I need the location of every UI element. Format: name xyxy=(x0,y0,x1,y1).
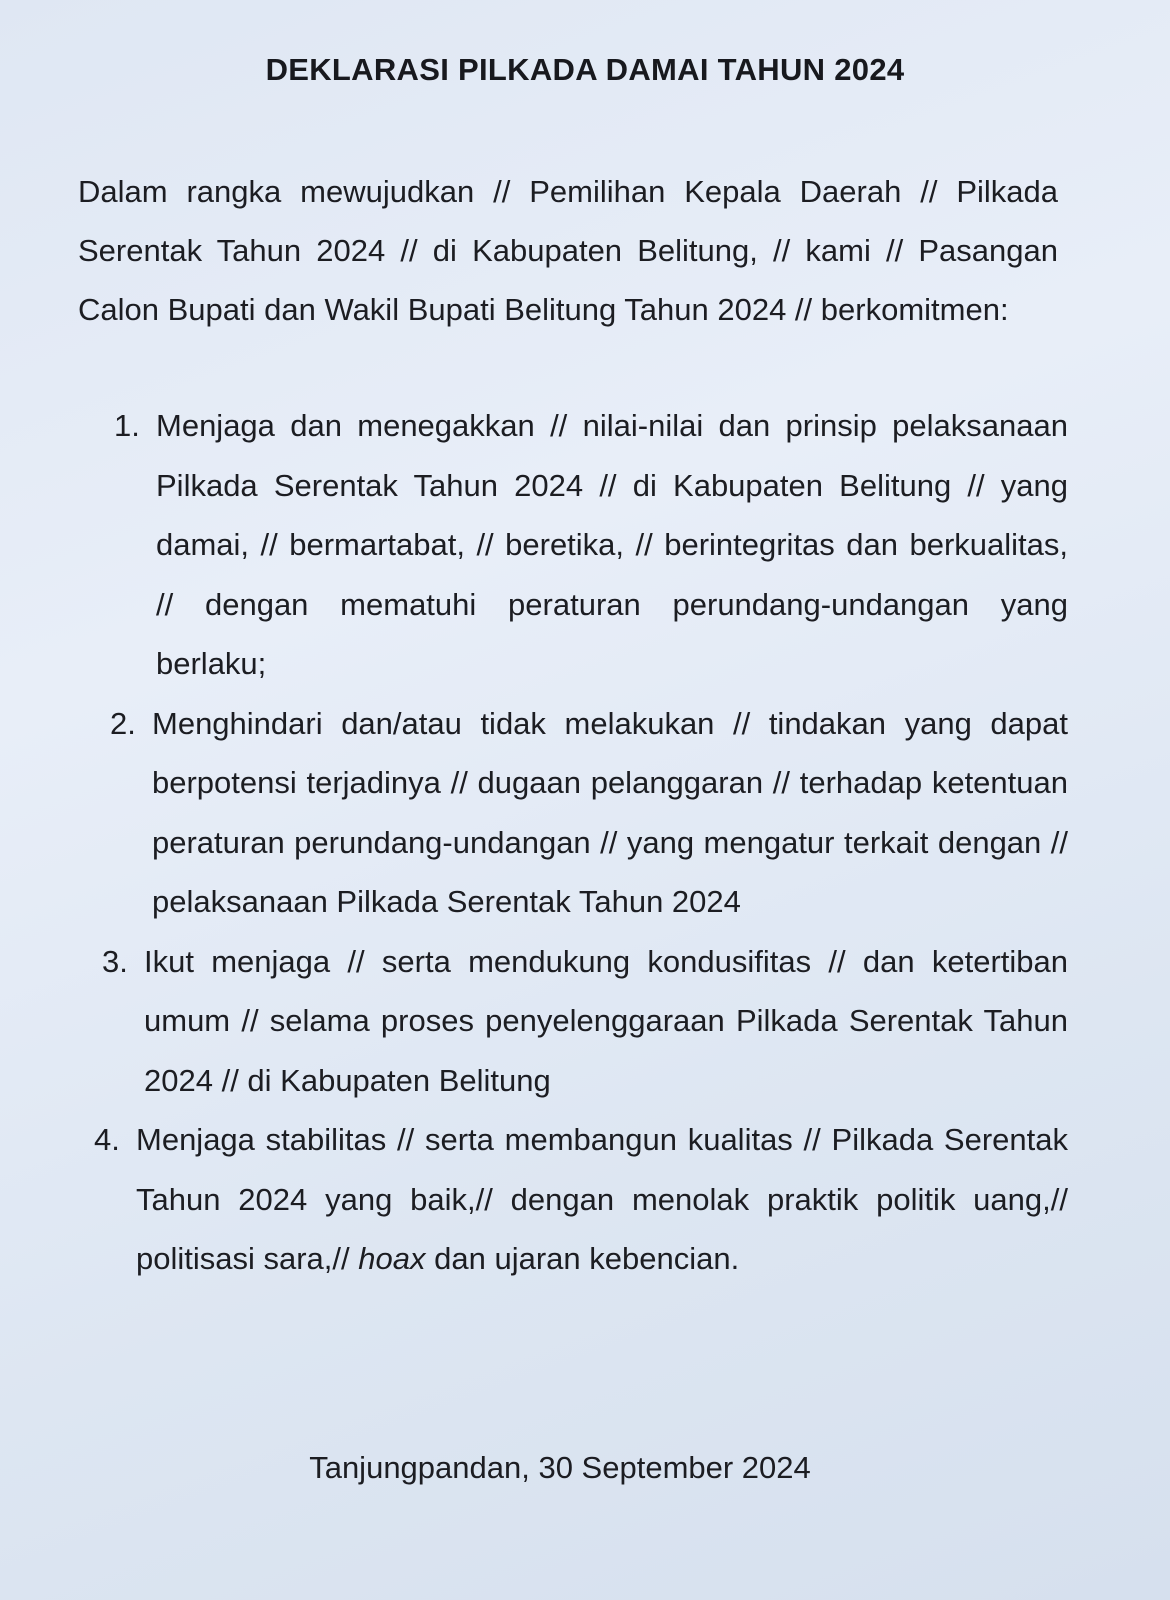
item-number: 4. xyxy=(94,1122,120,1157)
item-text xyxy=(136,1122,1068,1276)
item-text-after: dan ujaran kebencian. xyxy=(425,1241,740,1276)
list-item xyxy=(62,1110,1068,1289)
item-text-italic: hoax xyxy=(358,1241,426,1276)
commitment-list xyxy=(78,396,1068,1289)
item-text: Menjaga dan menegakkan // nilai-nilai dan prinsip pelaksanaan Pilkada Serentak Tahun 2024 // di Kabupaten Belitung // yang damai, // bermartabat, // beretika, // berintegritas dan berkualitas, // dengan mematuhi peraturan perundang-undangan yang berlaku; xyxy=(156,408,1068,681)
item-number: 3. xyxy=(102,943,128,979)
item-number: 1. xyxy=(114,408,140,443)
item-text: Ikut menjaga // serta mendukung kondusifitas // dan ketertiban umum // selama proses penyelenggaraan Pilkada Serentak Tahun 2024 // di Kabupaten Belitung xyxy=(144,943,1068,1098)
place-date: Tanjungpandan, 30 September 2024 xyxy=(309,1450,811,1485)
document-title: DEKLARASI PILKADA DAMAI TAHUN 2024 xyxy=(265,52,905,87)
item-number: 2. xyxy=(110,705,136,741)
intro-paragraph: Dalam rangka mewujudkan // Pemilihan Kepala Daerah // Pilkada Serentak Tahun 2024 // di Kabupaten Belitung, // kami // Pasangan Calon Bupati dan Wakil Bupati Belitung Tahun 2024 // berkomitmen: xyxy=(78,174,1058,327)
list-item xyxy=(82,396,1068,694)
item-text: Menghindari dan/atau tidak melakukan // tindakan yang dapat berpotensi terjadinya // dugaan pelanggaran // terhadap ketentuan peraturan perundang-undangan // yang mengatur terkait dengan // pelaksanaan Pilkada Serentak Tahun 2024 xyxy=(152,705,1068,919)
item-text-before: Menjaga stabilitas // serta membangun kualitas // Pilkada Serentak Tahun 2024 yang baik,// dengan menolak praktik politik uang,// politisasi sara,// xyxy=(136,1122,1068,1276)
list-item xyxy=(70,932,1068,1111)
list-item xyxy=(78,694,1068,932)
